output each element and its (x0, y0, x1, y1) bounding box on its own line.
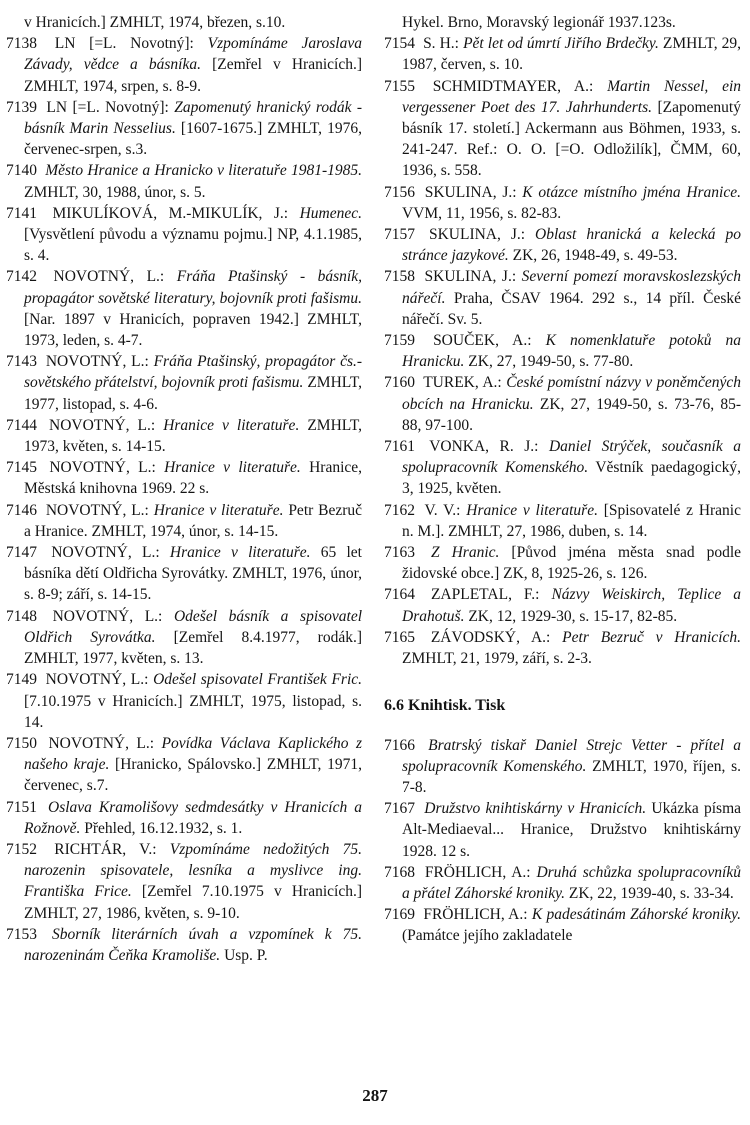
bibliography-entry (6, 669, 362, 733)
entry-details: [Zemřel v Hranicích.] ZMHLT, 1974, srpen, s. 8-9. (24, 56, 363, 95)
entry-details: ZMHLT, 21, 1979, září, s. 2-3. (402, 650, 592, 668)
entry-details: ZK, 12, 1929-30, s. 15-17, 82-85. (468, 607, 678, 625)
entry-details: v Hranicích.] ZMHLT, 1974, březen, s.10. (24, 14, 286, 31)
left-column (6, 12, 362, 966)
entry-title: Daniel Strýček, současník a spolupracovník Komenského. (402, 438, 741, 477)
entry-title: K nomenklatuře potoků na Hranicku. (402, 332, 742, 371)
entry-title: Petr Bezruč v Hranicích. (562, 628, 742, 646)
entry-details: [Nar. 1897 v Hranicích, popraven 1942.] ZMHLT, 1973, leden, s. 4-7. (24, 310, 362, 350)
entry-title: Odešel spisovatel František Fric. (153, 671, 362, 689)
bibliography-entry (384, 224, 741, 266)
bibliography-entry (384, 330, 741, 372)
bibliography-entry (6, 500, 362, 542)
bibliography-entry (384, 627, 741, 669)
entry-author: LN [=L. Novotný]: (54, 35, 194, 53)
entry-number: 7156 (384, 183, 415, 201)
entry-details: Přehled, 16.12.1932, s. 1. (84, 819, 243, 837)
entry-number: 7159 (384, 332, 415, 350)
right-column-section-entries (384, 735, 741, 947)
entry-number: 7168 (384, 863, 415, 881)
entry-number: 7152 (6, 840, 37, 858)
entry-author: FRÖHLICH, A.: (423, 906, 528, 924)
entry-title: Severní pomezí moravskoslezských nářečí. (402, 268, 742, 307)
entry-author: LN [=L. Novotný]: (46, 98, 169, 116)
entry-number: 7151 (6, 798, 37, 816)
entry-title: Druhá schůzka spolupracovníků a přátel Záhorské kroniky. (402, 863, 741, 902)
entry-details: [Zemřel 8.4.1977, rodák.] ZMHLT, 1977, květen, s. 13. (24, 628, 362, 668)
entry-number: 7143 (6, 353, 37, 371)
entry-number: 7153 (6, 925, 37, 943)
entry-title: Hranice v literatuře. (164, 459, 301, 477)
entry-number: 7141 (6, 204, 37, 222)
entry-author: MIKULÍKOVÁ, M.-MIKULÍK, J.: (52, 204, 289, 222)
bibliography-entry (384, 862, 741, 904)
entry-details: ZK, 27, 1949-50, s. 73-76, 85-88, 97-100. (402, 395, 742, 434)
entry-details: (Památce jejího zakladatele (402, 927, 573, 945)
entry-author: SCHMIDTMAYER, A.: (432, 77, 594, 95)
entry-number: 7166 (384, 736, 415, 754)
entry-title: Odešel básník a spisovatel Oldřich Syrovátka. (24, 607, 363, 646)
entry-title: České pomístní názvy v poněmčených obcích na Hranicku. (402, 374, 741, 413)
bibliography-entry (6, 839, 362, 924)
entry-title: Fráňa Ptašinský, propagátor čs.-sovětského přátelství, bojovník proti fašismu. (24, 353, 363, 392)
entry-author: NOVOTNÝ, L.: (45, 501, 149, 519)
bibliography-entry (384, 735, 741, 799)
bibliography-entry (384, 904, 741, 946)
entry-details: [1607-1675.] ZMHLT, 1976, červenec-srpen, s.3. (24, 120, 363, 159)
entry-title: Oslava Kramolišovy sedmdesátky v Hranicích a Rožnově. (24, 798, 362, 837)
bibliography-entry (384, 266, 741, 330)
entry-number: 7163 (384, 544, 415, 562)
bibliography-entry (6, 733, 362, 797)
entry-number: 7169 (384, 906, 415, 924)
page-number: 287 (362, 1086, 388, 1105)
entry-author: SKULINA, J.: (424, 183, 517, 201)
entry-title: Hranice v literatuře. (169, 544, 311, 562)
entry-author: NOVOTNÝ, L.: (48, 734, 155, 752)
entry-title: Hranice v literatuře. (466, 501, 598, 519)
entry-details: [Zapomenutý básník 17. století.] Ackermann aus Böhmen, 1933, s. 241-247. Ref.: O. O. [=O. Odložilík], ČMM, 60, 1936, s. 558. (402, 98, 741, 180)
bibliography-entry (384, 500, 741, 542)
entry-title: Povídka Václava Kaplického z našeho kraje. (24, 734, 363, 774)
bibliography-entry (6, 797, 362, 839)
entry-author: NOVOTNÝ, L.: (51, 544, 160, 562)
entry-details: VVM, 11, 1956, s. 82-83. (402, 204, 562, 222)
entry-details: Ukázka písma Alt-Mediaeval... Hranice, Družstvo knihtiskárny 1928. 12 s. (402, 800, 742, 860)
entry-details: Hykel. Brno, Moravský legionář 1937.123s. (402, 14, 676, 31)
bibliography-entry (384, 436, 741, 500)
bibliography-entry (6, 606, 362, 670)
entry-details: ZMHLT, 30, 1988, únor, s. 5. (24, 183, 206, 201)
entry-details: Praha, ČSAV 1964. 292 s., 14 příl. České nářečí. Sv. 5. (402, 289, 742, 328)
entry-details: ZMHLT, 1977, listopad, s. 4-6. (24, 374, 363, 413)
entry-number: 7148 (6, 607, 37, 625)
entry-number: 7145 (6, 459, 37, 477)
entry-author: TUREK, A.: (423, 374, 502, 392)
bibliography-entry (384, 542, 741, 584)
bibliography-entry (384, 182, 741, 224)
bibliography-entry (6, 542, 362, 606)
entry-number: 7138 (6, 35, 37, 53)
entry-number: 7154 (384, 35, 415, 53)
entry-author: RICHTÁR, V.: (54, 840, 157, 858)
entry-author: FRÖHLICH, A.: (424, 863, 531, 881)
entry-details: [Spisovatelé z Hranic n. M.]. ZMHLT, 27, 1986, duben, s. 14. (402, 501, 741, 540)
bibliography-entry (6, 924, 362, 966)
entry-author: S. H.: (423, 35, 459, 53)
entry-details: ZMHLT, 1973, květen, s. 14-15. (24, 416, 363, 456)
entry-author: NOVOTNÝ, L.: (49, 416, 156, 434)
entry-title: Hranice v literatuře. (163, 416, 300, 434)
entry-title: Martin Nessel, ein vergessener Poet des 17. Jahrhunderts. (402, 77, 742, 116)
entry-details: ZK, 27, 1949-50, s. 77-80. (468, 353, 634, 371)
entry-details: [Hranicko, Spálovsko.] ZMHLT, 1971, červenec, s.7. (24, 756, 363, 795)
entry-title: Družstvo knihtiskárny v Hranicích. (424, 800, 647, 818)
entry-title: Fráňa Ptašinský - básník, propagátor sovětské literatury, bojovník proti fašismu. (24, 268, 362, 307)
entry-author: SOUČEK, A.: (433, 332, 532, 350)
bibliography-entry (6, 266, 362, 351)
entry-author: NOVOTNÝ, L.: (53, 268, 165, 286)
bibliography-entry (6, 33, 362, 97)
bibliography-entry (384, 584, 741, 626)
entry-title: Bratrský tiskař Daniel Strejc Vetter - přítel a spolupracovník Komenského. (402, 736, 742, 775)
entry-continuation (6, 12, 362, 33)
entry-number: 7139 (6, 98, 37, 116)
entry-number: 7158 (384, 268, 415, 286)
entry-details: [Zemřel 7.10.1975 v Hranicích.] ZMHLT, 27, 1986, květen, s. 9-10. (24, 883, 362, 922)
entry-continuation (384, 12, 741, 33)
entry-details: ZMHLT, 29, 1987, červen, s. 10. (402, 35, 742, 74)
entry-number: 7167 (384, 800, 415, 818)
entry-author: SKULINA, J.: (424, 268, 517, 286)
entry-number: 7162 (384, 501, 415, 519)
entry-details: Usp. P. (224, 946, 268, 964)
entry-author: SKULINA, J.: (428, 226, 526, 244)
bibliography-entry (384, 33, 741, 75)
entry-number: 7155 (384, 77, 415, 95)
section-heading: 6.6 Knihtisk. Tisk (384, 697, 506, 715)
entry-details: [Vysvětlení původu a významu pojmu.] NP, 4.1.1985, s. 4. (24, 226, 362, 265)
entry-number: 7164 (384, 586, 415, 604)
bibliography-entry (6, 351, 362, 415)
entry-number: 7157 (384, 226, 415, 244)
entry-details: [7.10.1975 v Hranicích.] ZMHLT, 1975, listopad, s. 14. (24, 692, 362, 731)
entry-details: ZK, 22, 1939-40, s. 33-34. (568, 884, 734, 902)
entry-details: [Původ jména města snad podle židovské obce.] ZK, 8, 1925-26, s. 126. (402, 544, 742, 583)
entry-details: Petr Bezruč a Hranice. ZMHLT, 1974, únor, s. 14-15. (24, 501, 363, 540)
entry-number: 7161 (384, 438, 415, 456)
entry-author: V. V.: (424, 501, 461, 519)
bibliography-entry (384, 76, 741, 182)
entry-title: Oblast hranická a kelecká po stránce jazykové. (402, 226, 742, 265)
entry-title: K padesátinám Záhorské kroniky. (531, 906, 742, 924)
entry-author: NOVOTNÝ, L.: (49, 459, 156, 477)
entry-title: Z Hranic. (431, 544, 500, 562)
entry-title: Názvy Weiskirch, Teplice a Drahotuš. (402, 586, 742, 625)
entry-author: ZÁVODSKÝ, A.: (430, 628, 551, 646)
bibliography-entry (6, 160, 362, 202)
entry-author: NOVOTNÝ, L.: (45, 671, 149, 689)
entry-number: 7165 (384, 628, 415, 646)
bibliography-entry (6, 457, 362, 499)
entry-title: Město Hranice a Hranicko v literatuře 1981-1985. (45, 162, 363, 180)
entry-details: Věstník paedagogický, 3, 1925, květen. (402, 459, 741, 498)
bibliography-entry (6, 415, 362, 457)
entry-details: ZK, 26, 1948-49, s. 49-53. (512, 247, 678, 265)
right-column-entries (384, 12, 741, 669)
bibliography-entry (384, 372, 741, 436)
entry-details: ZMHLT, 1970, říjen, s. 7-8. (402, 757, 741, 796)
right-column (384, 12, 741, 947)
entry-title: Vzpomínáme nedožitých 75. narozenin spisovatele, lesníka a myslivce ing. Františka Frice. (24, 840, 362, 901)
entry-number: 7144 (6, 416, 37, 434)
bibliography-entry (6, 203, 362, 267)
entry-title: Vzpomínáme Jaroslava Závady, vědce a básníka. (24, 35, 362, 74)
entry-author: NOVOTNÝ, L.: (45, 353, 149, 371)
entry-title: Humenec. (299, 204, 363, 222)
entry-number: 7149 (6, 671, 37, 689)
entry-title: Zapomenutý hranický rodák - básník Marin Nesselius. (24, 98, 363, 138)
entry-author: ZAPLETAL, F.: (430, 586, 540, 604)
entry-title: Sborník literárních úvah a vzpomínek k 75. narozeninám Čeňka Kramoliše. (24, 925, 363, 964)
entry-details: Hranice, Městská knihovna 1969. 22 s. (24, 459, 363, 498)
entry-title: K otázce místního jména Hranice. (522, 183, 741, 201)
bibliography-entry (384, 798, 741, 862)
entry-details: 65 let básníka dětí Oldřicha Syrovátky. ZMHLT, 1976, únor, s. 8-9; září, s. 14-15. (24, 544, 362, 604)
entry-title: Pět let od úmrtí Jiřího Brdečky. (463, 35, 659, 53)
entry-number: 7140 (6, 162, 37, 180)
entry-number: 7147 (6, 544, 37, 562)
entry-author: VONKA, R. J.: (429, 438, 539, 456)
entry-title: Hranice v literatuře. (153, 501, 284, 519)
entry-author: NOVOTNÝ, L.: (52, 607, 163, 625)
entry-number: 7146 (6, 501, 37, 519)
entry-number: 7160 (384, 374, 415, 392)
entry-number: 7142 (6, 268, 37, 286)
bibliography-entry (6, 97, 362, 161)
entry-number: 7150 (6, 734, 37, 752)
